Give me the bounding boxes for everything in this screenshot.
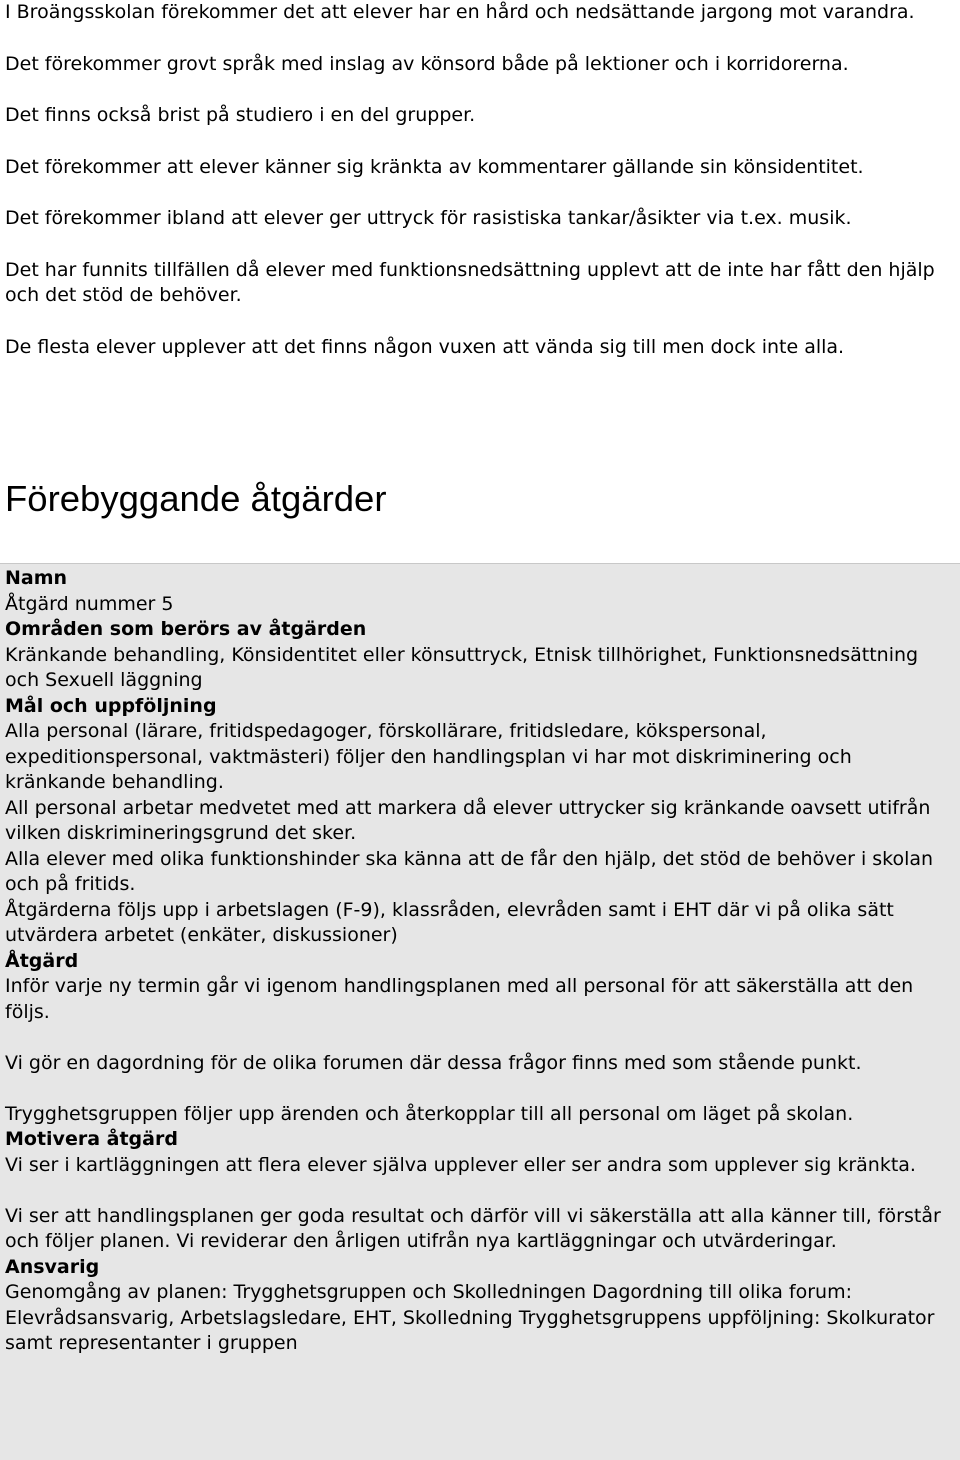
goals-paragraph: Åtgärderna följs upp i arbetslagen (F-9), klassråden, elevråden samt i EHT där vi på olika sätt utvärdera arbetet (enkäter, diskussioner) bbox=[5, 898, 894, 946]
intro-paragraph: Det förekommer att elever känner sig kränkta av kommentarer gällande sin könsidentitet. bbox=[5, 155, 864, 178]
goals-paragraph: Alla elever med olika funktionshinder ska känna att de får den hjälp, det stöd de behöver i skolan och på fritids. bbox=[5, 847, 934, 895]
section-heading: Förebyggande åtgärder bbox=[5, 478, 387, 519]
motivate-paragraph: Vi ser att handlingsplanen ger goda resultat och därför vill vi säkerställa att alla känner till, förstår och följer planen. Vi reviderar den årligen utifrån nya kartläggningar och utvärderingar. bbox=[5, 1204, 941, 1252]
intro-paragraph: De flesta elever upplever att det finns någon vuxen att vända sig till men dock inte alla. bbox=[5, 335, 845, 358]
intro-paragraph: I Broängsskolan förekommer det att elever har en hård och nedsättande jargong mot varandra. bbox=[5, 1, 915, 23]
intro-paragraph: Det förekommer grovt språk med inslag av könsord både på lektioner och i korridorerna. bbox=[5, 52, 849, 75]
name-label: Namn bbox=[5, 567, 68, 589]
intro-paragraph: Det finns också brist på studiero i en del grupper. bbox=[5, 104, 476, 126]
intro-paragraph: Det förekommer ibland att elever ger uttryck för rasistiska tankar/åsikter via t.ex. musik. bbox=[5, 207, 852, 229]
measure-paragraph: Trygghetsgruppen följer upp ärenden och återkopplar till all personal om läget på skolan. bbox=[5, 1102, 854, 1125]
goals-paragraph: Alla personal (lärare, fritidspedagoger, förskollärare, fritidsledare, kökspersonal, expeditionspersonal, vaktmästeri) följer den handlingsplan vi har mot diskriminering och kränkande behandling. bbox=[5, 720, 852, 793]
measure-paragraph: Vi gör en dagordning för de olika forumen där dessa frågor finns med som stående punkt. bbox=[5, 1051, 862, 1074]
intro-text bbox=[5, 0, 955, 386]
intro-paragraph: Det har funnits tillfällen då elever med funktionsnedsättning upplevt att de inte har fått den hjälp och det stöd de behöver. bbox=[5, 258, 935, 306]
action-box bbox=[0, 563, 960, 1460]
motivate-label: Motivera åtgärd bbox=[5, 1128, 178, 1150]
measure-label: Åtgärd bbox=[5, 949, 79, 972]
measure-paragraph: Inför varje ny termin går vi igenom handlingsplanen med all personal för att säkerställa att den följs. bbox=[5, 975, 914, 1023]
responsible-label: Ansvarig bbox=[5, 1255, 100, 1278]
goals-label: Mål och uppföljning bbox=[5, 694, 217, 717]
goals-paragraph: All personal arbetar medvetet med att markera då elever uttrycker sig kränkande oavsett utifrån vilken diskrimineringsgrund det sker. bbox=[5, 796, 931, 844]
motivate-paragraph: Vi ser i kartläggningen att flera elever själva upplever eller ser andra som upplever sig kränkta. bbox=[5, 1153, 916, 1176]
areas-value: Kränkande behandling, Könsidentitet eller könsuttryck, Etnisk tillhörighet, Funktionsnedsättning och Sexuell läggning bbox=[5, 643, 919, 691]
areas-label: Områden som berörs av åtgärden bbox=[5, 618, 367, 640]
name-value: Åtgärd nummer 5 bbox=[5, 592, 174, 615]
responsible-value: Genomgång av planen: Trygghetsgruppen och Skolledningen Dagordning till olika forum: Elevrådsansvarig, Arbetslagsledare, EHT, Skolledning Trygghetsgruppens uppföljning: Skolkurator samt representanter i gruppen bbox=[5, 1281, 935, 1354]
